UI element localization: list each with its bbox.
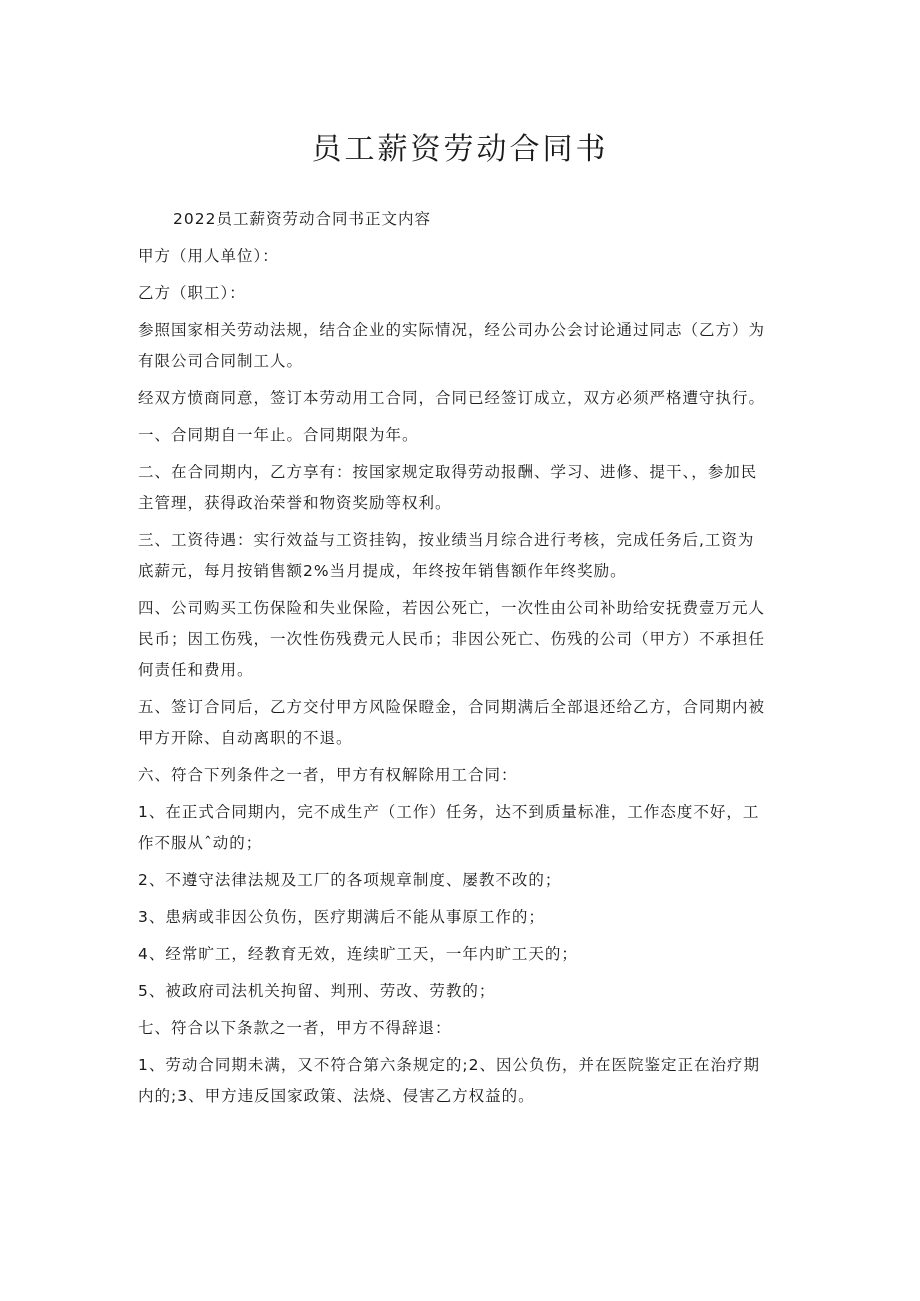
party-b-line: 乙方（职工）：	[138, 284, 246, 302]
clause-6-item-2-line: 2、不遵守法律法规及工厂的各项规章制度、屡教不改的；	[138, 871, 562, 889]
clause-6-line: 六、符合下列条件之一者，甲方有权解除用工合同：	[138, 766, 518, 784]
clause-6-item-1-line: 1、在正式合同期内，完不成生产（工作）任务，达不到质量标准，工作态度不好，工	[138, 803, 760, 821]
paragraph-line: 有限公司合同制工人。	[138, 352, 304, 370]
clause-1-line: 一、合同期自一年止。合同期限为年。	[138, 426, 419, 444]
clause-7-items-line: 1、劳动合同期未满，又不符合第六条规定的;2、因公负伤，并在医院鉴定正在治疗期	[138, 1056, 760, 1074]
paragraph-line: 经双方愤商同意，签订本劳动用工合同，合同已经签订成立，双方必须严格遭守执行。	[138, 389, 766, 407]
clause-6-item-5-line: 5、被政府司法机关拘留、判刑、劳改、劳教的；	[138, 982, 496, 1000]
clause-4-line: 民币；因工伤残，一次性伤残费元人民币；非因公死亡、伤残的公司（甲方）不承担任	[138, 630, 766, 648]
clause-5-line: 五、签订合同后，乙方交付甲方风险保瞪金，合同期满后全部退还给乙方，合同期内被	[138, 698, 766, 716]
clause-6-item-3-line: 3、患病或非因公负伤，医疗期满后不能从事原工作的；	[138, 908, 545, 926]
clause-6-item-4-line: 4、经常旷工，经教育无效，连续旷工天，一年内旷工天的；	[138, 945, 578, 963]
clause-4-line: 何责任和费用。	[138, 661, 254, 679]
clause-4-line: 四、公司购买工伤保险和失业保险，若因公死亡，一次性由公司补助给安抚费壹万元人	[138, 599, 766, 617]
subtitle-line: 2022员工薪资劳动合同书正文内容	[173, 210, 431, 228]
page-title: 员工薪资劳动合同书	[311, 132, 609, 167]
party-a-line: 甲方（用人单位）：	[138, 247, 279, 265]
clause-3-line: 三、工资待遇：实行效益与工资挂钩，按业绩当月综合进行考核，完成任务后,工资为	[138, 531, 755, 549]
clause-5-line: 甲方开除、自动离职的不退。	[138, 729, 353, 747]
clause-2-line: 主管理，获得政治荣誉和物资奖励等权利。	[138, 494, 452, 512]
clause-2-line: 二、在合同期内，乙方享有：按国家规定取得劳动报酬、学习、进修、提干、，参加民	[138, 463, 758, 481]
paragraph-line: 参照国家相关劳动法规，结合企业的实际情况，经公司办公会讨论通过同志（乙方）为	[138, 321, 766, 339]
clause-7-line: 七、符合以下条款之一者，甲方不得辞退：	[138, 1019, 452, 1037]
clause-7-items-line: 内的;3、甲方违反国家政策、法烧、侵害乙方权益的。	[138, 1087, 535, 1105]
clause-6-item-1-line: 作不服从ˆ动的；	[138, 834, 263, 852]
clause-3-line: 底薪元，每月按销售额2%当月提成，年终按年销售额作年终奖励。	[138, 562, 627, 580]
document-body	[138, 204, 788, 1112]
